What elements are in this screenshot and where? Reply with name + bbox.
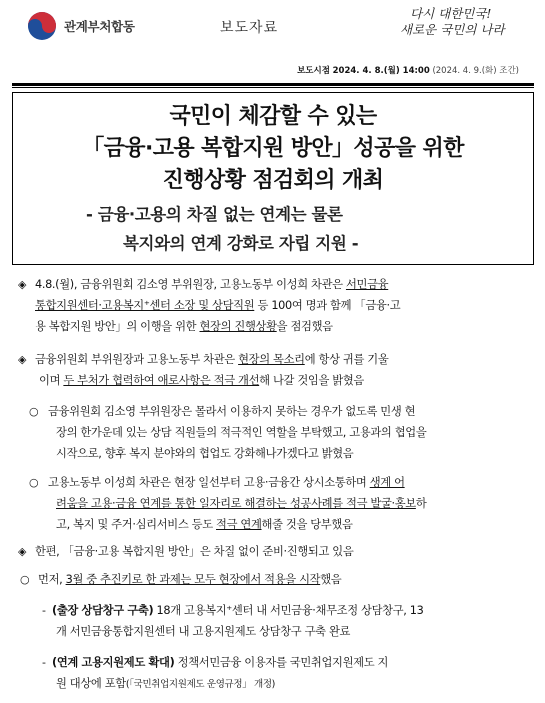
title-line-2: 「금융·고용 복합지원 방안」성공을 위한: [82, 136, 464, 161]
paragraph-cooperation: 금융위원회 부위원장과 고용노동부 차관은 현장의 목소리에 항상 귀를 기울 이며 두 부처가 협력하여 애로사항은 적극 개선해 나갈 것임을 밝혔음: [35, 353, 389, 387]
diamond-bullet-icon: ◈: [18, 278, 27, 291]
release-time: [297, 64, 519, 76]
ministry-name: 관계부처합동: [64, 19, 135, 34]
subtitle-line-1: - 금융·고용의 차질 없는 연계는 물론: [86, 205, 343, 224]
diamond-bullet-icon: ◈: [18, 545, 27, 558]
release-label: 보도시점: [297, 66, 330, 76]
paragraph-march-tasks: 먼저, 3월 중 추진키로 한 과제는 모두 현장에서 적용을 시작했음: [38, 573, 342, 586]
release-date: 2024. 4. 8.(월) 14:00: [332, 66, 430, 76]
title-box: [12, 92, 534, 265]
paragraph-vice-minister-remarks: 고용노동부 이성희 차관은 현장 일선부터 고용·금융간 상시소통하며 생계 어 려움을 고용·금융 연계를 통한 일자리로 해결하는 성공사례를 적극 발굴·홍보하 고, 복지 및 주거·심리서비스 등도 적극 연계해줄 것을 당부했음: [48, 476, 427, 531]
paragraph-vice-chairman-remarks: 금융위원회 김소영 부위원장은 몰라서 이용하지 못하는 경우가 없도록 민생 현 장의 한가운데 있는 상담 직원들의 적극적인 역할을 부탁했고, 고용과의 협업을 시작으로, 향후 복지 분야와의 협업도 강화해나가겠다고 밝혔음: [48, 405, 427, 460]
dash-bullet-icon: -: [42, 656, 46, 669]
diamond-bullet-icon: ◈: [18, 353, 27, 366]
slogan-line-2: 새로운 국민의 나라: [400, 22, 505, 37]
item-employment-support: (연계 고용지원제도 확대) 정책서민금융 이용자를 국민취업지원제도 지 원 대상에 포함(「국민취업지원제도 운영규정」 개정): [52, 656, 389, 690]
circle-bullet-icon: ○: [29, 405, 39, 418]
ministry-logo: [28, 12, 135, 40]
item-counseling-desks: (출장 상담창구 구축) 18개 고용복지⁺센터 내 서민금융·채무조정 상담창구, 13 개 서민금융통합지원센터 내 고용지원제도 상담창구 구축 완료: [52, 604, 424, 638]
header-divider: [12, 83, 534, 86]
paragraph-meeting-summary: 4.8.(월), 금융위원회 김소영 부위원장, 고용노동부 이성희 차관은 서민금융 통합지원센터·고용복지⁺센터 소장 및 상담직원 등 100여 명과 함께 「금융·고 용 복합지원 방안」의 이행을 위한 현장의 진행상황을 점검했음: [35, 278, 401, 333]
slogan-line-1: 다시 대한민국!: [410, 6, 492, 21]
header-divider-thin: [12, 87, 534, 88]
dash-bullet-icon: -: [42, 604, 46, 617]
taegeuk-emblem-icon: [28, 12, 56, 40]
document-type: 보도자료: [220, 20, 279, 36]
circle-bullet-icon: ○: [29, 476, 39, 489]
header: [0, 0, 545, 58]
circle-bullet-icon: ○: [20, 573, 30, 586]
government-slogan: [396, 6, 536, 52]
release-embargo: (2024. 4. 9.(화) 조간): [432, 66, 519, 76]
title-line-1: 국민이 체감할 수 있는: [169, 104, 377, 129]
paragraph-progress: 한편, 「금융·고용 복합지원 방안」은 차질 없이 준비·진행되고 있음: [35, 545, 354, 558]
subtitle-line-2: 복지와의 연계 강화로 자립 지원 -: [123, 234, 359, 253]
title-line-3: 진행상황 점검회의 개최: [162, 168, 384, 193]
